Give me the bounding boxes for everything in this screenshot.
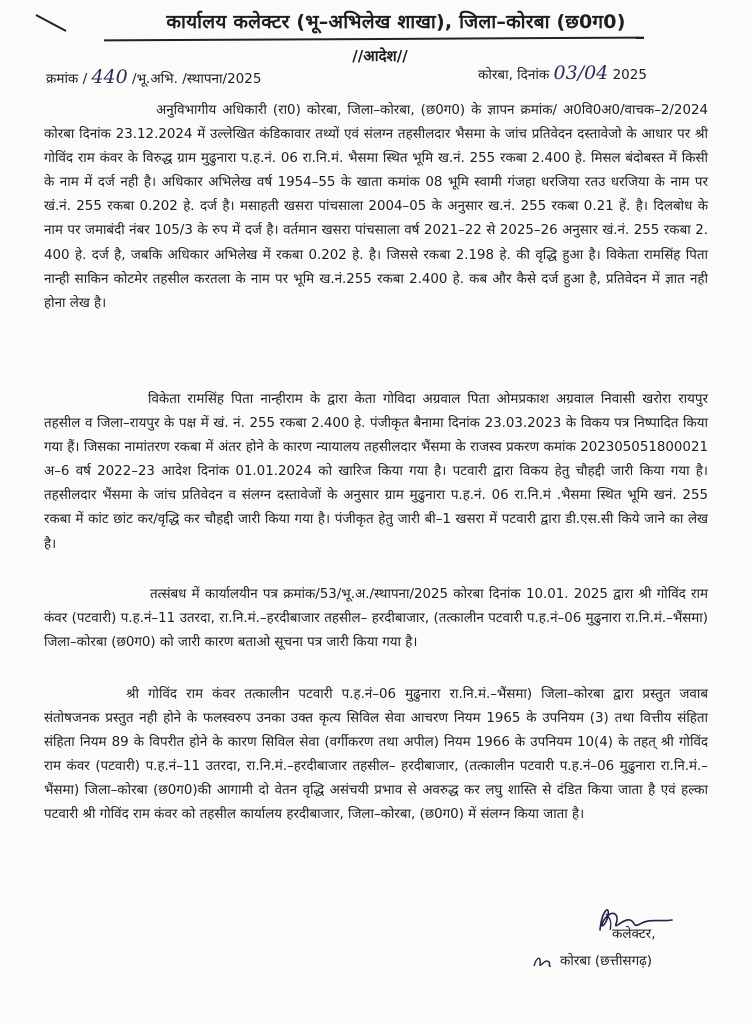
handwritten-date: 03/04 [553,62,609,84]
handwritten-reference-number: 440 [91,66,128,88]
pen-stroke-mark [36,14,67,32]
reference-suffix: /भू.अभि. /स्थापना/2025 [132,71,262,87]
reference-number [46,66,261,88]
paragraph-4: श्री गोविंद राम कंवर तत्कालीन पटवारी प.ह.नं–06 मुढुनारा रा.नि.मं.–भैंसमा) जिला–कोरबा द्वारा प्रस्तुत जवाब संतोषजनक प्रस्तुत नही होने के फलस्वरुप उनका उक्त कृत्य सिविल सेवा आचरण नियम 1965 के उपनियम (3) तथा वित्तीय संहिता संहिता नियम 89 के विपरीत होने के कारण सिविल सेवा (वर्गीकरण तथा अपील) नियम 1966 के उपनियम 10(4) के तहत् श्री गोविंद राम कंवर (पटवारी) प.ह.नं–11 उतरदा, रा.नि.मं.–हरदीबाजार तहसील– हरदीबाजार, (तत्कालीन पटवारी प.ह.नं–06 मुढुनारा रा.नि.मं.–भैंसमा) जिला–कोरबा (छ0ग0)की आगामी दो वेतन वृद्धि असंचयी प्रभाव से अवरुद्ध कर लघु शास्ति से दंडित किया जाता है एवं हल्का पटवारी श्री गोविंद राम कंवर को तहसील कार्यालय हरदीबाजार, जिला–कोरबा, (छ0ग0) में संलग्न किया जाता है। [44,687,708,823]
paragraph-2: विकेता रामसिंह पिता नान्हीराम के द्वारा केता गोविदा अग्रवाल पिता ओमप्रकाश अग्रवाल निवासी खरोरा रायपुर तहसील व जिला–रायपुर के पक्ष में खं. नं. 255 रकबा 2.400 हे. पंजीकृत बैनामा दिनांक 23.03.2023 के विकय पत्र निष्पादित किया गया हैं। जिसका नामांतरण रकबा में अंतर होने के कारण न्यायालय तहसीलदार भैंसमा के राजस्व प्रकरण कमांक 202305051800021 अ–6 वर्ष 2022–23 आदेश दिनांक 01.01.2024 को खारिज किया गया है। पटवारी द्वारा विकय हेतु चौहद्दी जारी किया गया है। तहसीलदार भैंसमा के जांच प्रतिवेदन व संलग्न दस्तावेजों के अनुसार ग्राम मुढुनारा प.ह.नं. 06 रा.नि.मं .भैसमा स्थित भूमि खनं. 255 रकबा में कांट छांट कर/वृद्धि कर चौहद्दी जारी किया गया है। पंजीकृत हेतु जारी बी–1 खसरा में पटवारी द्वारा डी.एस.सी किये जाने का लेख है। [44,392,708,552]
office-title: कार्यालय कलेक्टर (भू–अभिलेख शाखा), जिला–कोरबा (छ0ग0) [166,11,626,33]
paragraph-1: अनुविभागीय अधिकारी (रा0) कोरबा, जिला–कोरबा, (छ0ग0) के ज्ञापन क्रमांक/ अ0वि0अ0/वाचक–2/2024 कोरबा दिनांक 23.12.2024 में उल्लेखित कंडिकावार तथ्यों एवं संलग्न तहसीलदार भैसमा के जांच प्रतिवेदन दस्तावेजो के आधार पर श्री गोविंद राम कंवर के विरुद्ध ग्राम मुढुनारा प.ह.नं. 06 रा.नि.मं. भैसमा स्थित भूमि ख.नं. 255 रकबा 2.400 हे. मिसल बंदोबस्त में किसी के नाम में दर्ज नही है। अधिकार अभिलेख वर्ष 1954–55 के खाता कमांक 08 भूमि स्वामी गंजहा धरजिया रतउ धरजिया के नाम पर खं.नं. 255 रकबा 0.202 हे. दर्ज है। मसाहती खसरा पांचसाला 2004–05 के अनुसार ख.नं. 255 रकबा 0.21 हें. है। दिलबोध के नाम पर जमाबंदी नंबर 105/3 के रुप में दर्ज है। वर्तमान खसरा पांचसाला वर्ष 2021–22 से 2025–26 अनुसार खं.नं. 255 रकबा 2. 400 हे. दर्ज है, जबकि अधिकार अभिलेख में रकबा 0.202 हे. है। जिससे रकबा 2.198 हे. की वृद्धि हुआ है। विकेता रामसिंह पिता नान्ही साकिन कोटमेर तहसील करतला के नाम पर भूमि ख.नं.255 रकबा 2.400 हे. कब और कैसे दर्ज हुआ है, प्रतिवेदन में ज्ञात नही होना लेख है। [44,103,708,311]
paragraph-3: तत्संबध में कार्यालयीन पत्र क्रमांक/53/भू.अ./स्थापना/2025 कोरबा दिनांक 10.01. 2025 द्वारा श्री गोविंद राम कंवर (पटवारी) प.ह.नं–11 उतरदा, रा.नि.मं.–हरदीबाजार तहसील– हरदीबाजार, (तत्कालीन पटवारी प.ह.नं–06 मुढुनारा रा.नि.मं.–भैंसमा) जिला–कोरबा (छ0ग0) को जारी कारण बताओ सूचना पत्र जारी किया गया है। [44,587,708,651]
order-title: //आदेश// [352,47,408,65]
date-line [478,62,647,84]
signatory-designation: कलेक्टर, [612,926,656,942]
initial-scribble [531,954,553,970]
signatory-district: कोरबा (छत्तीसगढ़) [560,953,653,969]
date-prefix: कोरबा, दिनांक [478,67,550,83]
date-year: 2025 [612,67,647,83]
initial-scribble-mark [531,954,553,970]
title-underline [104,37,644,41]
reference-prefix: क्रमांक / [46,71,88,87]
